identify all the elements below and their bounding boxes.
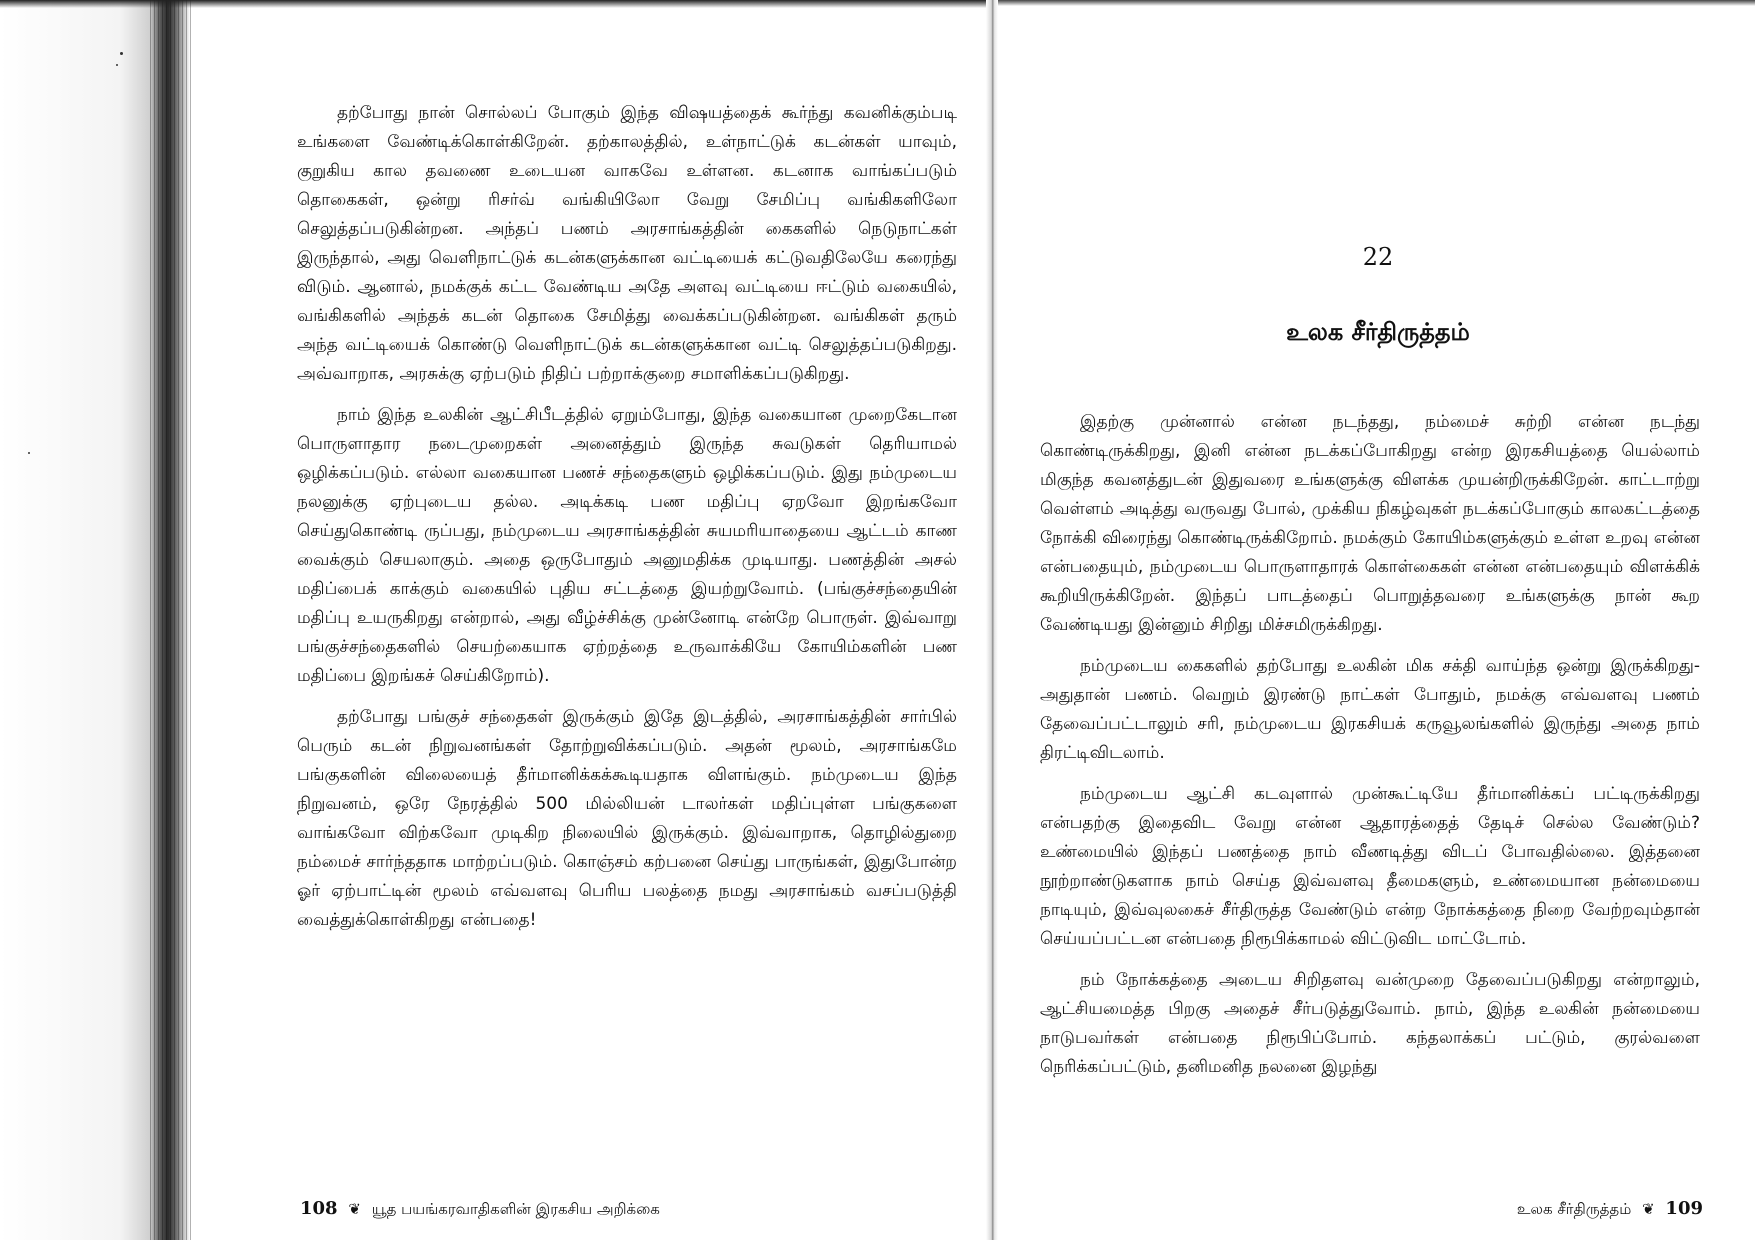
- right-paragraph-4: நம் நோக்கத்தை அடைய சிறிதளவு வன்முறை தேவைப்படுகிறது என்றாலும், ஆட்சியமைத்த பிறகு அதைச் சீர்படுத்துவோம். நாம், இந்த உலகின் நன்மையை நாடுபவர்கள் என்பதை நிரூபிப்போம். கந்தலாக்கப் பட்டும், குரல்வளை நெரிக்கப்பட்டும், தனிமனித நலனை இழந்து: [1040, 970, 1700, 1077]
- scan-speck: [120, 52, 123, 55]
- left-running-title: யூத பயங்கரவாதிகளின் இரகசிய அறிக்கை: [371, 1200, 660, 1218]
- fleuron-icon: ❦: [1642, 1200, 1655, 1218]
- right-page-body: [1040, 408, 1700, 1094]
- right-paragraph-2: நம்முடைய கைகளில் தற்போது உலகின் மிக சக்தி வாய்ந்த ஒன்று இருக்கிறது- அதுதான் பணம். வெறும் இரண்டு நாட்கள் போதும், நமக்கு எவ்வளவு பணம் தேவைப்பட்டாலும் சரி, நம்முடைய இரகசியக் கருவூலங்களில் இருந்து அதை நாம் திரட்டிவிடலாம்.: [1040, 656, 1700, 763]
- right-paragraph-3: நம்முடைய ஆட்சி கடவுளால் முன்கூட்டியே தீர்மானிக்கப் பட்டிருக்கிறது என்பதற்கு இதைவிட வேறு என்ன ஆதாரத்தைத் தேடிச் செல்ல வேண்டும்? உண்மையில் இந்தப் பணத்தை நாம் வீணடித்து விடப் போவதில்லை. இத்தனை நூற்றாண்டுகளாக நாம் செய்த இவ்வளவு தீமைகளும், உண்மையான நன்மையை நாடியும், இவ்வுலகைச் சீர்திருத்த வேண்டும் என்ற நோக்கத்தை நிறை வேற்றவும்தான் செய்யப்பட்டன என்பதை நிரூபிக்காமல் விட்டுவிட மாட்டோம்.: [1040, 784, 1700, 949]
- left-page-footer: [300, 1198, 660, 1220]
- fleuron-icon: ❦: [348, 1200, 361, 1218]
- left-paragraph-3: தற்போது பங்குச் சந்தைகள் இருக்கும் இதே இடத்தில், அரசாங்கத்தின் சார்பில் பெரும் கடன் நிறுவனங்கள் தோற்றுவிக்கப்படும். அதன் மூலம், அரசாங்கமே பங்குகளின் விலையைத் தீர்மானிக்கக்கூடியதாக விளங்கும். நம்முடைய இந்த நிறுவனம், ஒரே நேரத்தில் 500 மில்லியன் டாலர்கள் மதிப்புள்ள பங்குகளை வாங்கவோ விற்கவோ முடிகிற நிலையில் இருக்கும். இவ்வாறாக, தொழில்துறை நம்மைச் சார்ந்ததாக மாற்றப்படும். கொஞ்சம் கற்பனை செய்து பாருங்கள், இதுபோன்ற ஓர் ஏற்பாட்டின் மூலம் எவ்வளவு பெரிய பலத்தை நமது அரசாங்கம் வசப்படுத்தி வைத்துக்கொள்கிறது என்பதை!: [297, 707, 957, 930]
- chapter-title: உலக சீர்திருத்தம்: [1286, 318, 1470, 346]
- right-page: [998, 0, 1755, 1240]
- left-page-number: 108: [300, 1198, 338, 1219]
- scan-speck: [116, 64, 118, 66]
- scan-speck: [28, 452, 30, 454]
- right-paragraph-1: இதற்கு முன்னால் என்ன நடந்தது, நம்மைச் சுற்றி என்ன நடந்து கொண்டிருக்கிறது, இனி என்ன நடக்கப்போகிறது என்ற இரகசியத்தை யெல்லாம் மிகுந்த கவனத்துடன் இதுவரை உங்களுக்கு விளக்க முயன்றிருக்கிறேன். காட்டாற்று வெள்ளம் அடித்து வருவது போல், முக்கிய நிகழ்வுகள் நடக்கப்போகும் காலகட்டத்தை நோக்கி விரைந்து கொண்டிருக்கிறோம். நமக்கும் கோயிம்களுக்கும் உள்ள உறவு என்ன என்பதையும், நம்முடைய பொருளாதாரக் கொள்கைகள் என்ன என்பதையும் விளக்கிக் கூறியிருக்கிறேன். இந்தப் பாடத்தைப் பொறுத்தவரை உங்களுக்கு நான் கூற வேண்டியது இன்னும் சிறிது மிச்சமிருக்கிறது.: [1040, 412, 1700, 635]
- left-paragraph-2: நாம் இந்த உலகின் ஆட்சிபீடத்தில் ஏறும்போது, இந்த வகையான முறைகேடான பொருளாதார நடைமுறைகள் அனைத்தும் இருந்த சுவடுகள் தெரியாமல் ஒழிக்கப்படும். எல்லா வகையான பணச் சந்தைகளும் ஒழிக்கப்படும். இது நம்முடைய நலனுக்கு ஏற்புடைய தல்ல. அடிக்கடி பண மதிப்பு ஏறவோ இறங்கவோ செய்துகொண்டி ருப்பது, நம்முடைய அரசாங்கத்தின் சுயமரியாதையை ஆட்டம் காண வைக்கும் செயலாகும். அதை ஒருபோதும் அனுமதிக்க முடியாது. பணத்தின் அசல் மதிப்பைக் காக்கும் வகையில் புதிய சட்டத்தை இயற்றுவோம். (பங்குச்சந்தையின் மதிப்பு உயருகிறது என்றால், அது வீழ்ச்சிக்கு முன்னோடி என்றே பொருள். இவ்வாறு பங்குச்சந்தைகளில் செயற்கையாக ஏற்றத்தை உருவாக்கியே கோயிம்களின் பண மதிப்பை இறங்கச் செய்கிறோம்).: [297, 405, 957, 686]
- center-fold: [986, 0, 998, 1240]
- left-page-body: [297, 99, 957, 947]
- right-page-footer: [1517, 1198, 1703, 1220]
- binding-edge-lines: [150, 0, 194, 1240]
- right-page-number: 109: [1665, 1198, 1703, 1219]
- right-running-title: உலக சீர்திருத்தம்: [1516, 1200, 1632, 1218]
- left-page: [190, 0, 986, 1240]
- chapter-number: 22: [1362, 243, 1394, 271]
- left-paragraph-1: தற்போது நான் சொல்லப் போகும் இந்த விஷயத்தைக் கூர்ந்து கவனிக்கும்படி உங்களை வேண்டிக்கொள்கிறேன். தற்காலத்தில், உள்நாட்டுக் கடன்கள் யாவும், குறுகிய கால தவணை உடையன வாகவே உள்ளன. கடனாக வாங்கப்படும் தொகைகள், ஒன்று ரிசர்வ் வங்கியிலோ வேறு சேமிப்பு வங்கிகளிலோ செலுத்தப்படுகின்றன. அந்தப் பணம் அரசாங்கத்தின் கைகளில் நெடுநாட்கள் இருந்தால், அது வெளிநாட்டுக் கடன்களுக்கான வட்டியைக் கட்டுவதிலேயே கரைந்து விடும். ஆனால், நமக்குக் கட்ட வேண்டிய அதே அளவு வட்டியை ஈட்டும் வகையில், வங்கிகளில் அந்தக் கடன் தொகை சேமித்து வைக்கப்படுகின்றன. வங்கிகள் தரும் அந்த வட்டியைக் கொண்டு வெளிநாட்டுக் கடன்களுக்கான வட்டி செலுத்தப்படுகிறது. அவ்வாறாக, அரசுக்கு ஏற்படும் நிதிப் பற்றாக்குறை சமாளிக்கப்படுகிறது.: [297, 103, 957, 384]
